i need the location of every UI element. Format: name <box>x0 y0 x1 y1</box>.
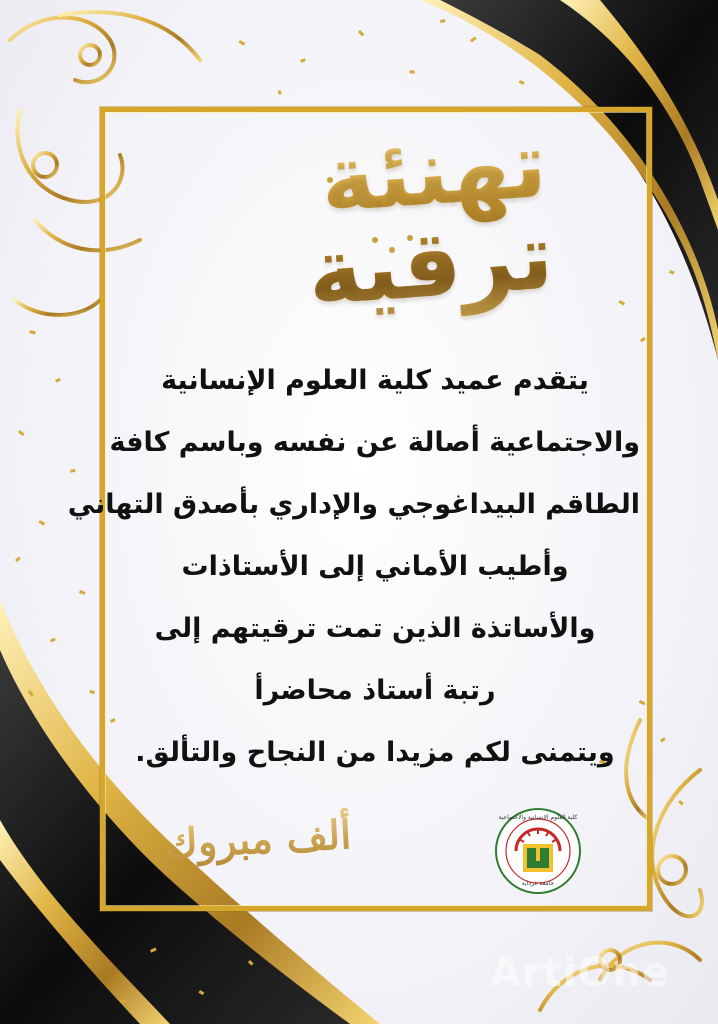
body-text <box>67 350 640 784</box>
congratulations-calligraphy: ألف مبروك الترقية <box>106 792 410 888</box>
logo-arc-text-top: كلية العلوم الإنسانية والاجتماعية <box>498 814 578 821</box>
card-title: تهنئة ترقية <box>183 106 557 341</box>
body-line: يتقدم عميد كلية العلوم الإنسانية <box>161 365 589 396</box>
body-line: والأساتذة الذين تمت ترقيتهم إلى <box>154 613 596 644</box>
body-line: وأطيب الأماني إلى الأستاذات <box>181 551 569 582</box>
body-line: ويتمنى لكم مزيدا من النجاح والتألق. <box>135 737 615 768</box>
body-line: والاجتماعية أصالة عن نفسه وباسم كافة <box>109 427 640 458</box>
body-line: الطاقم البيداغوجي والإداري بأصدق التهاني <box>67 489 640 520</box>
body-line: رتبة أستاذ محاضرأ <box>254 675 496 706</box>
logo-arc-text-bottom: جامعة غرداية <box>521 880 555 887</box>
watermark: ArtiOne <box>490 950 671 996</box>
faculty-logo <box>493 806 583 896</box>
